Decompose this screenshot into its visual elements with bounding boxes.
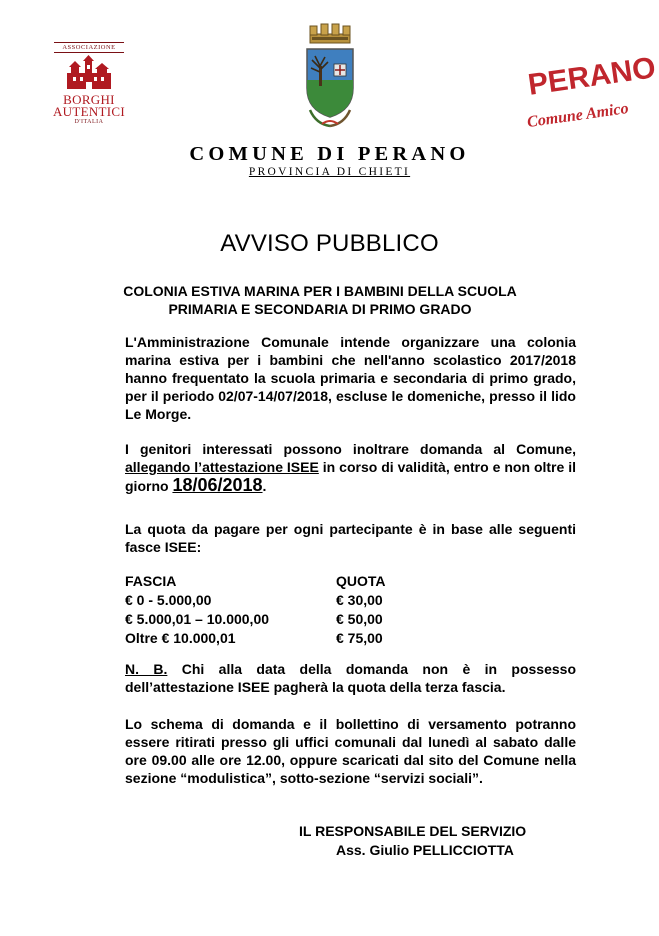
notice-subtitle-line1: COLONIA ESTIVA MARINA PER I BAMBINI DELLA SCUOLA bbox=[123, 283, 517, 299]
borghi-autentici-logo bbox=[50, 42, 128, 125]
fee-table bbox=[125, 572, 445, 648]
signature-name: Ass. Giulio PELLICCIOTTA bbox=[336, 842, 514, 858]
paragraph-application-start: I genitori interessati possono inoltrare domanda al Comune, bbox=[125, 441, 576, 457]
fee-band: € 5.000,01 – 10.000,00 bbox=[125, 611, 270, 627]
province-text: PROVINCIA DI CHIETI bbox=[248, 166, 411, 178]
paragraph-fee-intro: La quota da pagare per ogni partecipante è in base alle seguenti fasce ISEE: bbox=[125, 521, 576, 555]
fee-band: € 0 - 5.000,00 bbox=[125, 592, 212, 608]
borghi-village-icon bbox=[61, 55, 117, 93]
fee-header-band: FASCIA bbox=[125, 573, 177, 589]
municipality-title: COMUNE DI PERANO bbox=[189, 143, 470, 165]
logo-big-text: PERANO bbox=[525, 51, 658, 102]
paragraph-note bbox=[125, 660, 576, 696]
logo-name-line2: AUTENTICI bbox=[52, 104, 126, 119]
logo-association-label: ASSOCIAZIONE bbox=[54, 42, 124, 53]
fee-amount: € 75,00 bbox=[336, 630, 383, 646]
signature-block bbox=[299, 822, 579, 860]
logo-name-line1: BORGHI bbox=[63, 92, 115, 107]
municipal-crest-icon bbox=[298, 22, 362, 134]
paragraph-application-middle: in corso di validità, entro e non oltre il giorno bbox=[125, 459, 577, 494]
fee-table-header bbox=[125, 572, 445, 591]
logo-script-text: Comune Amico bbox=[526, 100, 630, 132]
province-subtitle bbox=[0, 166, 659, 178]
notice-heading: AVVISO PUBBLICO bbox=[220, 230, 439, 257]
fee-amount: € 30,00 bbox=[336, 592, 383, 608]
note-label: N. B. bbox=[125, 661, 168, 677]
fee-amount: € 50,00 bbox=[336, 611, 383, 627]
note-text: Chi alla data della domanda non è in possesso dell’attestazione ISEE pagherà la quota della terza fascia. bbox=[125, 661, 577, 695]
paragraph-intro: L'Amministrazione Comunale intende organizzare una colonia marina estiva per i bambini che nell'anno scolastico 2017/2018 hanno frequentato la scuola primaria e secondaria di primo grado, per il periodo 02/07-14/07/2018, escluse le domeniche, presso il lido Le Morge. bbox=[125, 334, 576, 422]
paragraph-forms: Lo schema di domanda e il bollettino di versamento potranno essere ritirati presso gli uffici comunali dal lunedì al sabato dalle ore 09.00 alle ore 12.00, oppure scaricati dal sito del Comune nella sezione “modulistica”, sotto-sezione “servizi sociali”. bbox=[125, 716, 576, 786]
paragraph-application-end: . bbox=[262, 478, 267, 494]
deadline-date: 18/06/2018 bbox=[172, 475, 263, 495]
isee-requirement: allegando l’attestazione ISEE bbox=[125, 459, 319, 475]
notice-subtitle bbox=[90, 282, 550, 318]
fee-row bbox=[125, 591, 445, 610]
fee-band: Oltre € 10.000,01 bbox=[125, 630, 236, 646]
fee-row bbox=[125, 610, 445, 629]
logo-country: D'ITALIA bbox=[74, 119, 104, 125]
signature-role: IL RESPONSABILE DEL SERVIZIO bbox=[299, 823, 527, 839]
perano-comune-amico-logo bbox=[522, 50, 658, 132]
fee-row bbox=[125, 629, 445, 648]
notice-subtitle-line2: PRIMARIA E SECONDARIA DI PRIMO GRADO bbox=[168, 301, 472, 317]
fee-header-amount: QUOTA bbox=[336, 573, 386, 589]
paragraph-application bbox=[125, 440, 576, 495]
